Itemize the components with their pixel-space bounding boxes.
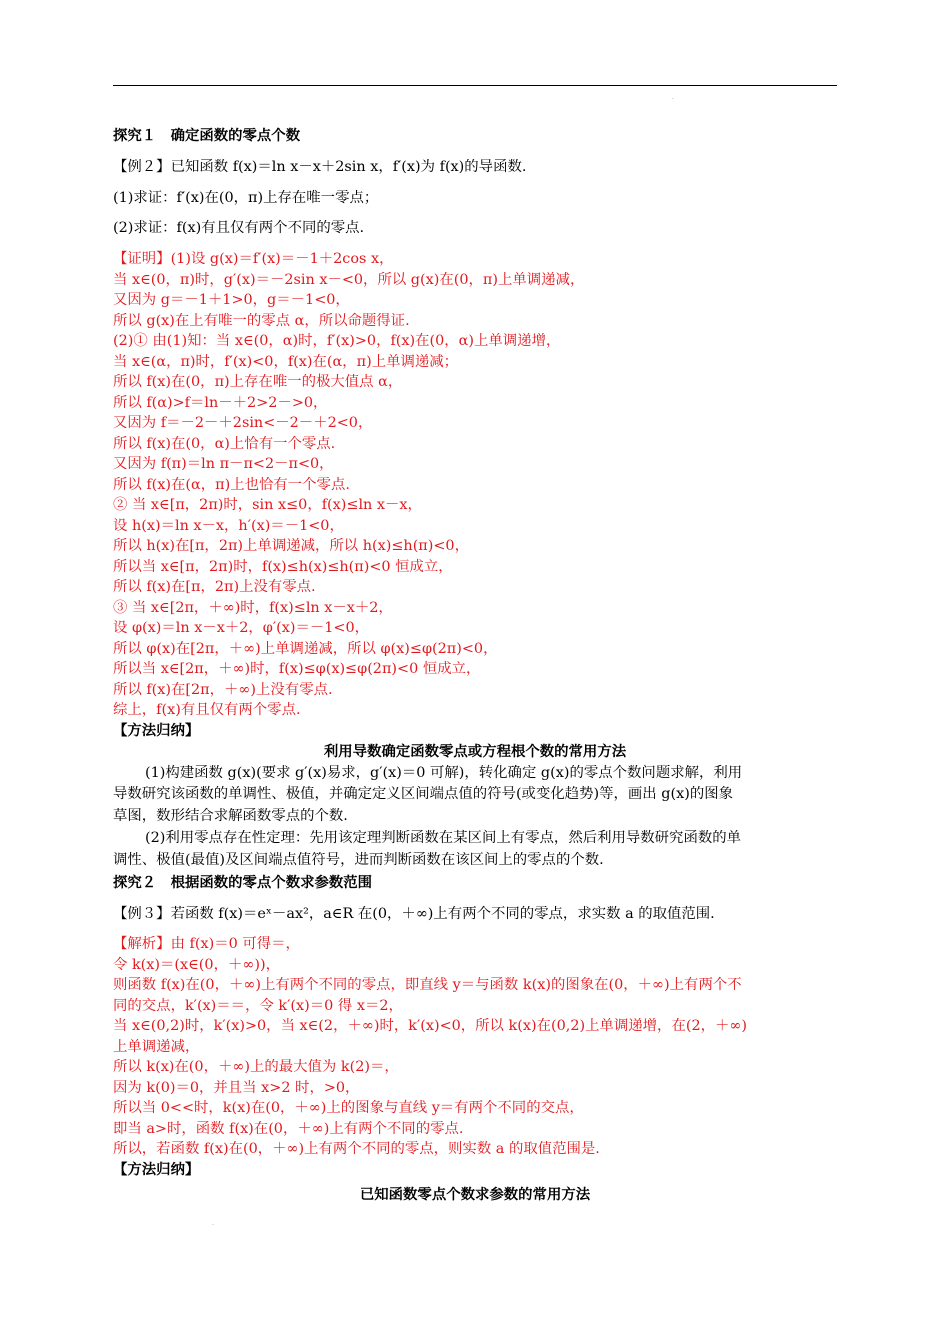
text-line: 【方法归纳】 (113, 723, 200, 739)
text-line: 所以 f(x)在(0，α)上恰有一个零点. (113, 436, 336, 452)
text-line: 所以当 0<<时，k(x)在(0，＋∞)上的图象与直线 y＝有两个不同的交点， (113, 1100, 584, 1116)
text-line: (2)① 由(1)知：当 x∈(0，α)时，f′(x)>0，f(x)在(0，α)上单调递增， (113, 333, 561, 349)
text-line: 草图，数形结合求解函数零点的个数. (113, 808, 348, 824)
text-line: ③ 当 x∈[2π，＋∞)时，f(x)≤ln x－x＋2， (113, 600, 393, 616)
text-line: 【方法归纳】 (113, 1162, 200, 1178)
text-line: 所以 h(x)在[π，2π)上单调递减，所以 h(x)≤h(π)<0， (113, 538, 469, 554)
header-dot: · (672, 96, 674, 103)
text-line: 探究２ 根据函数的零点个数求参数范围 (113, 875, 373, 891)
text-line: 调性、极值(最值)及区间端点值符号，进而判断函数在该区间上的零点的个数. (113, 852, 604, 868)
text-line: 导数研究该函数的单调性、极值，并确定定义区间端点值的符号(或变化趋势)等，画出 g(x)的图象 (113, 786, 733, 802)
text-line: 所以 f(x)在(0，π)上存在唯一的极大值点 α， (113, 374, 403, 390)
text-line: 又因为 f＝－2－＋2sin<－2－＋2<0， (113, 415, 373, 431)
footer-dot: · (212, 1222, 214, 1229)
text-line: 所以 f(x)在[2π，＋∞)上没有零点. (113, 682, 333, 698)
text-line: 当 x∈(0,2)时，k′(x)>0，当 x∈(2，＋∞)时，k′(x)<0，所以 k(x)在(0,2)上单调递增，在(2，＋∞) (113, 1018, 747, 1034)
text-line: 又因为 f(π)＝ln π－π<2－π<0， (113, 456, 334, 472)
text-line: (1)构建函数 g(x)(要求 g′(x)易求，g′(x)＝0 可解)，转化确定 g(x)的零点个数问题求解，利用 (145, 765, 743, 781)
text-line: 【证明】(1)设 g(x)＝f′(x)＝－1＋2cos x， (113, 251, 394, 267)
text-line: 所以当 x∈[π，2π)时，f(x)≤h(x)≤h(π)<0 恒成立， (113, 559, 453, 575)
text-line: 综上，f(x)有且仅有两个零点. (113, 702, 301, 718)
text-line: 所以当 x∈[2π，＋∞)时，f(x)≤φ(x)≤φ(2π)<0 恒成立， (113, 661, 481, 677)
text-line: 【例３】若函数 f(x)＝eˣ－ax²，a∈R 在(0，＋∞)上有两个不同的零点，求实数 a 的取值范围. (113, 906, 715, 922)
text-line: ② 当 x∈[π，2π)时，sin x≤0，f(x)≤ln x－x， (113, 497, 422, 513)
text-line: (2)利用零点存在性定理：先用该定理判断函数在某区间上有零点，然后利用导数研究函数的单 (145, 830, 742, 846)
text-line: 当 x∈(α，π)时，f′(x)<0，f(x)在(α，π)上单调递减； (113, 354, 459, 370)
text-line: 上单调递减， (113, 1039, 200, 1055)
text-line: 同的交点，k′(x)＝＝，令 k′(x)＝0 得 x＝2， (113, 998, 403, 1014)
text-line: 所以，若函数 f(x)在(0，＋∞)上有两个不同的零点，则实数 a 的取值范围是. (113, 1141, 600, 1157)
header-rule (113, 85, 837, 86)
text-line: 所以 f(x)在(α，π)上也恰有一个零点. (113, 477, 350, 493)
text-line: 【解析】由 f(x)＝0 可得＝， (113, 936, 300, 952)
text-line: 因为 k(0)＝0，并且当 x>2 时，>0， (113, 1080, 360, 1096)
text-line: 当 x∈(0，π)时，g′(x)＝－2sin x－<0，所以 g(x)在(0，π)上单调递减， (113, 272, 585, 288)
text-line: 又因为 g＝－1＋1>0，g＝－1<0， (113, 292, 350, 308)
text-line: 所以 φ(x)在[2π，＋∞)上单调递减，所以 φ(x)≤φ(2π)<0， (113, 641, 498, 657)
text-line: 【例２】已知函数 f(x)＝ln x－x＋2sin x，f′(x)为 f(x)的导函数. (113, 159, 527, 175)
text-line: (1)求证：f′(x)在(0，π)上存在唯一零点； (113, 190, 379, 206)
text-line: 设 h(x)＝ln x－x，h′(x)＝－1<0， (113, 518, 344, 534)
text-line: 所以 f(x)在[π，2π)上没有零点. (113, 579, 316, 595)
text-line: 即当 a>时，函数 f(x)在(0，＋∞)上有两个不同的零点. (113, 1121, 464, 1137)
text-line: 则函数 f(x)在(0，＋∞)上有两个不同的零点，即直线 y＝与函数 k(x)的图象在(0，＋∞)上有两个不 (113, 977, 742, 993)
text-line: 令 k(x)＝(x∈(0，＋∞))， (113, 957, 280, 973)
text-line: 已知函数零点个数求参数的常用方法 (359, 1187, 591, 1203)
text-line: 所以 f(α)>f＝ln－＋2>2－>0， (113, 395, 328, 411)
text-line: 所以 g(x)在上有唯一的零点 α，所以命题得证. (113, 313, 410, 329)
text-line: 所以 k(x)在(0，＋∞)上的最大值为 k(2)＝， (113, 1059, 399, 1075)
text-line: 利用导数确定函数零点或方程根个数的常用方法 (323, 744, 627, 760)
text-line: 探究１ 确定函数的零点个数 (113, 128, 301, 144)
text-line: (2)求证：f(x)有且仅有两个不同的零点. (113, 220, 365, 236)
text-line: 设 φ(x)＝ln x－x＋2，φ′(x)＝－1<0， (113, 620, 370, 636)
